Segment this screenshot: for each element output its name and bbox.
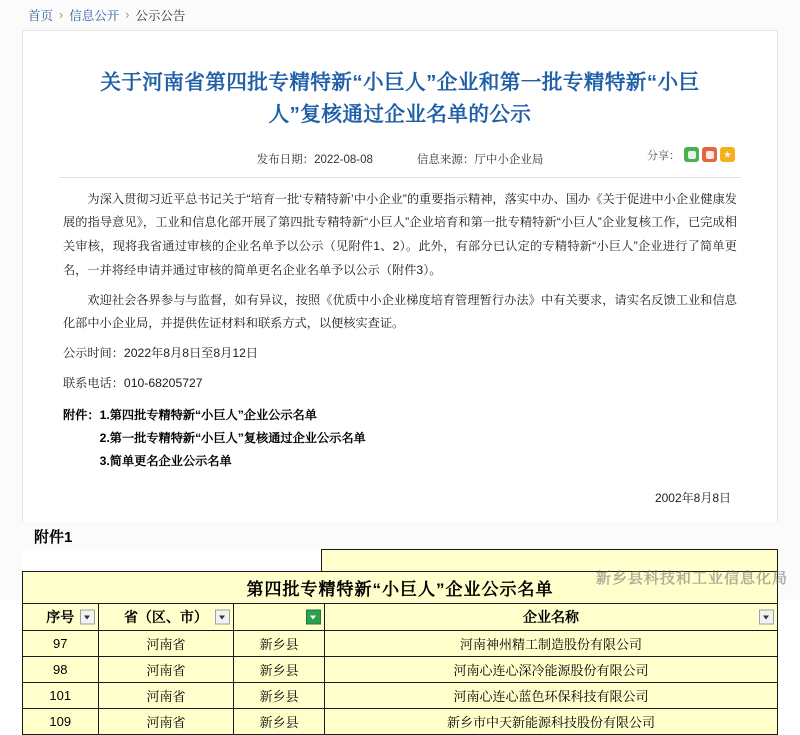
attachment-line-1: [63, 404, 737, 427]
column-header-no-label: 序号: [46, 609, 75, 626]
publish-date-value: 2022-08-08: [314, 153, 373, 166]
attachment-item-1[interactable]: 1.第四批专精特新“小巨人”企业公示名单: [99, 407, 317, 422]
qzone-icon[interactable]: [720, 147, 735, 162]
breadcrumb-separator: ›: [125, 8, 130, 22]
sheet-blank-left: [22, 549, 321, 571]
filter-active-icon[interactable]: [306, 610, 321, 625]
company-table[interactable]: [22, 571, 778, 735]
watermark: 新乡县科技和工业信息化局: [595, 570, 788, 587]
cell-company-name: 河南心连心深冷能源股份有限公司: [324, 657, 777, 683]
table-row[interactable]: [23, 657, 778, 683]
column-header-company[interactable]: [324, 604, 777, 631]
table-row[interactable]: [23, 709, 778, 735]
contact-phone: 联系电话：010-68205727: [63, 376, 203, 390]
article-card: [22, 30, 778, 522]
attachment-item-2[interactable]: 2.第一批专精特新“小巨人”复核通过企业公示名单: [99, 430, 366, 445]
sign-date: 2002年8月8日: [654, 491, 731, 506]
filter-dropdown-icon[interactable]: [80, 610, 95, 625]
sheet-top-band: [22, 549, 778, 571]
cell-province: 河南省: [98, 683, 234, 709]
attachment-sheet: [0, 522, 800, 735]
table-banner-row: [23, 572, 778, 604]
sheet-banner-title: 第四批专精特新“小巨人”企业公示名单: [23, 572, 778, 604]
breadcrumb-item-announcements[interactable]: 公示公告: [135, 9, 186, 23]
cell-no: 97: [23, 631, 99, 657]
cell-no: 98: [23, 657, 99, 683]
share-group: [647, 147, 735, 163]
column-header-company-label: 企业名称: [522, 609, 579, 626]
cell-no: 109: [23, 709, 99, 735]
column-header-province[interactable]: [98, 604, 234, 631]
paragraph-1: 为深入贯彻习近平总书记关于“培育一批‘专精特新’中小企业”的重要指示精神，落实中办、国办《关于促进中小企业健康发展的指导意见》，工业和信息化部开展了第四批专精特新“小巨人”企业培育和第一批专精特新“小巨人”企业复核工作，已完成相关审核，现将我省通过审核的企业名单予以公示（见附件1、2）。此外，有部分已认定的专精特新“小巨人”企业进行了简单更名，一并将经申请并通过审核的简单更名企业名单予以公示（附件3）。: [63, 191, 737, 277]
cell-city: 新乡县: [234, 709, 325, 735]
source: [417, 151, 544, 167]
weibo-icon[interactable]: [702, 147, 717, 162]
table-row[interactable]: [23, 631, 778, 657]
cell-no: 101: [23, 683, 99, 709]
publish-date-label: 发布日期：: [256, 153, 315, 166]
breadcrumb: [0, 0, 800, 30]
cell-province: 河南省: [98, 657, 234, 683]
table-row[interactable]: [23, 683, 778, 709]
cell-province: 河南省: [98, 709, 234, 735]
breadcrumb-item-home[interactable]: 首页: [28, 9, 54, 23]
breadcrumb-item-info-disclosure[interactable]: 信息公开: [69, 9, 120, 23]
attachment-1-label: 附件1: [34, 529, 73, 547]
source-label: 信息来源：: [416, 153, 475, 166]
notice-period: 公示时间：2022年8月8日至8月12日: [63, 346, 259, 361]
cell-city: 新乡县: [234, 657, 325, 683]
cell-city: 新乡县: [234, 631, 325, 657]
wechat-icon[interactable]: [684, 147, 699, 162]
column-header-city[interactable]: [234, 604, 325, 631]
publish-date: [257, 151, 373, 167]
page-title: 关于河南省第四批专精特新“小巨人”企业和第一批专精特新“小巨人”复核通过企业名单的公示: [100, 71, 700, 126]
article-body: [59, 178, 741, 396]
column-header-province-label: 省（区、市）: [123, 609, 208, 626]
breadcrumb-separator: ›: [59, 8, 64, 22]
filter-dropdown-icon[interactable]: [215, 610, 230, 625]
cell-company-name: 河南神州精工制造股份有限公司: [324, 631, 777, 657]
source-value: 厅中小企业局: [474, 153, 544, 166]
column-header-no[interactable]: [23, 604, 99, 631]
sheet-color-band: [321, 549, 778, 571]
article-meta: [59, 137, 741, 175]
attachment-list: [59, 402, 741, 474]
cell-province: 河南省: [98, 631, 234, 657]
share-label: 分享：: [647, 149, 680, 162]
cell-company-name: 新乡市中天新能源科技股份有限公司: [324, 709, 777, 735]
attachment-item-3[interactable]: 3.简单更名企业公示名单: [99, 454, 232, 469]
attachments-label: 附件：: [63, 407, 100, 422]
cell-city: 新乡县: [234, 683, 325, 709]
share-icons: [684, 147, 735, 162]
table-header-row: [23, 604, 778, 631]
cell-company-name: 河南心连心蓝色环保科技有限公司: [324, 683, 777, 709]
paragraph-2: 欢迎社会各界参与与监督，如有异议，按照《优质中小企业梯度培育管理暂行办法》中有关要求，请实名反馈工业和信息化部中小企业局，并提供佐证材料和联系方式，以便核实查证。: [63, 292, 737, 331]
filter-dropdown-icon[interactable]: [759, 610, 774, 625]
